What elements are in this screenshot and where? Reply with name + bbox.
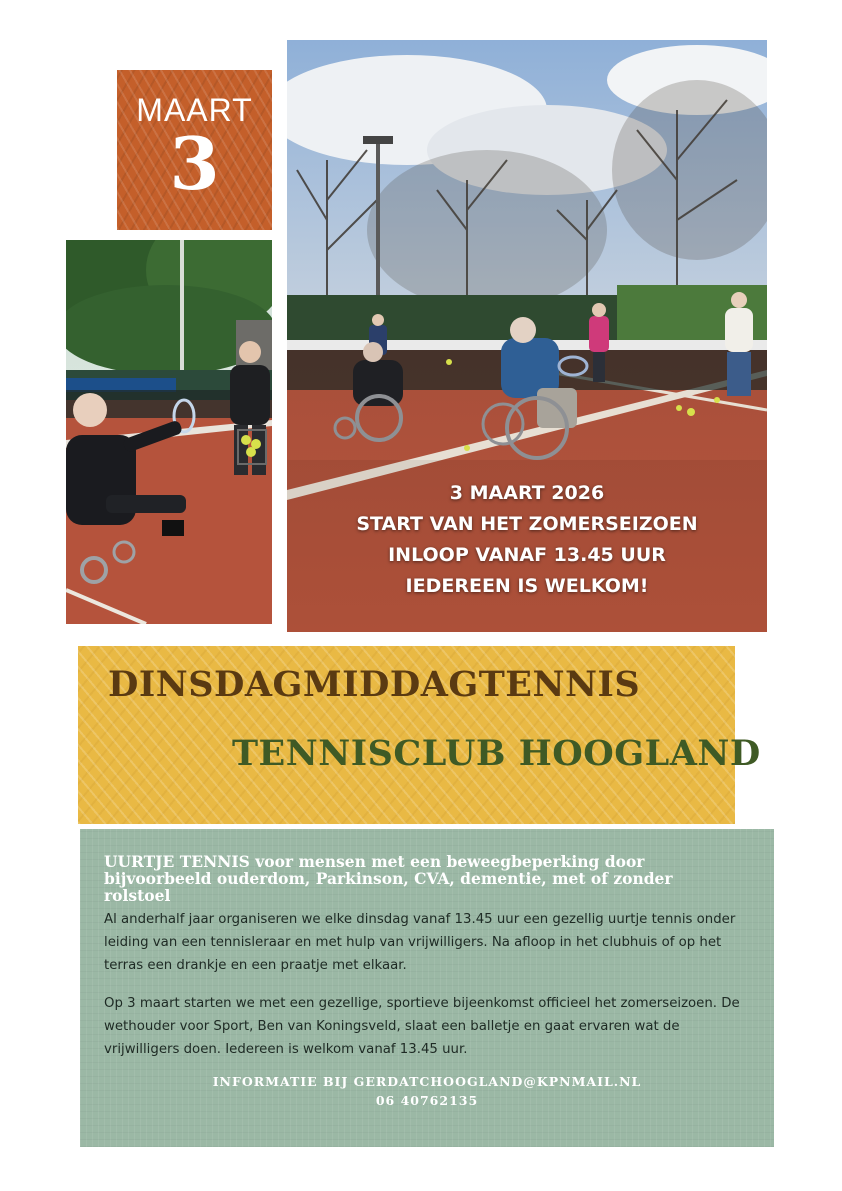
info-headline: UURTJE TENNIS voor mensen met een beweegbeperking door bijvoorbeeld ouderdom, Parkinson, CVA, dementie, met of zonder rolstoel bbox=[104, 852, 673, 905]
photo-left bbox=[66, 240, 272, 624]
contact-phone[interactable]: 06 40762135 bbox=[375, 1093, 479, 1108]
title-main: DINSDAGMIDDAGTENNIS bbox=[108, 664, 641, 705]
overlay-line-time: INLOOP VANAF 13.45 UUR bbox=[388, 544, 666, 566]
contact-email[interactable]: INFORMATIE BIJ GERDATCHOOGLAND@KPNMAIL.NL bbox=[212, 1074, 642, 1089]
photo-left-illustration bbox=[66, 240, 272, 624]
date-month: MAART bbox=[136, 92, 253, 128]
title-club: TENNISCLUB HOOGLAND bbox=[232, 733, 761, 774]
info-paragraph-1: Al anderhalf jaar organiseren we elke dinsdag vanaf 13.45 uur een gezellig uurtje tennis onder leiding van een tennisleraar en met hulp van vrijwilligers. Na afloop in het clubhuis of op het terras een drankje en een praatje met elkaar. bbox=[104, 912, 736, 973]
overlay-line-date: 3 MAART 2026 bbox=[449, 482, 605, 504]
date-badge bbox=[117, 70, 272, 230]
photo-overlay-text bbox=[287, 478, 767, 602]
info-paragraph-2: Op 3 maart starten we met een gezellige, sportieve bijeenkomst officieel het zomerseizoen. De wethouder voor Sport, Ben van Koningsveld, slaat een balletje en gaat ervaren wat de vrijwilligers doen. Iedereen is welkom vanaf 13.45 uur. bbox=[104, 996, 740, 1057]
overlay-line-season: START VAN HET ZOMERSEIZOEN bbox=[356, 513, 698, 535]
date-day: 3 bbox=[169, 121, 220, 206]
overlay-line-welcome: IEDEREEN IS WELKOM! bbox=[405, 575, 649, 597]
